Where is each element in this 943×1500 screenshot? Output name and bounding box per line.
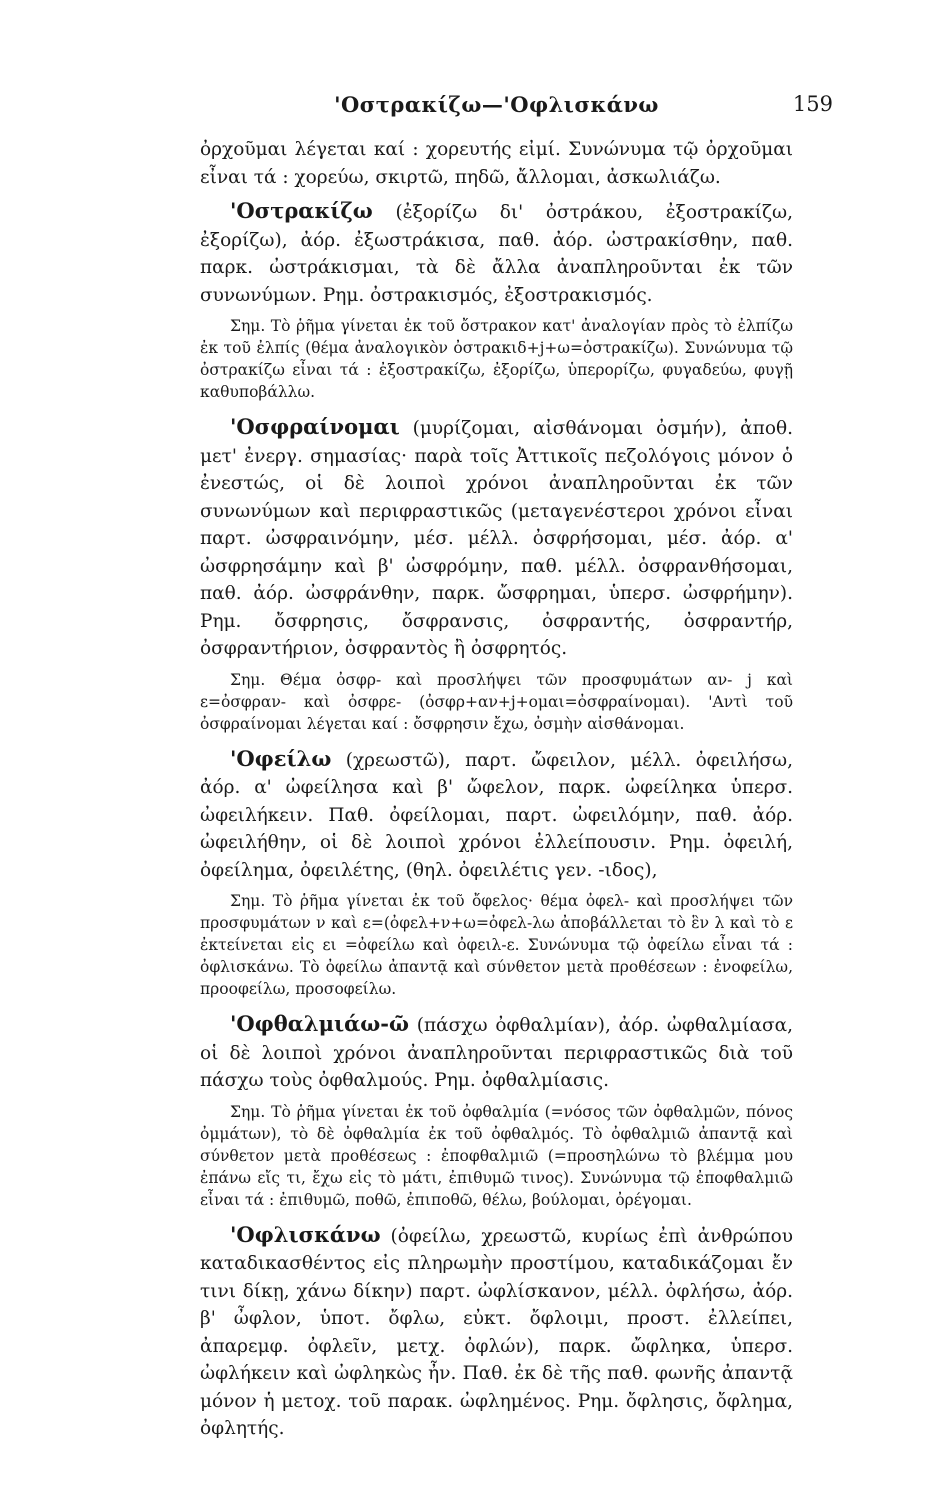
headword: 'Οφθαλμιάω-ῶ [230,1011,410,1036]
page-number: 159 [792,92,833,116]
entry-note: Σημ. Τὸ ῥῆμα γίνεται ἐκ τοῦ ὄστρακον κατ' ἀναλογίαν πρὸς τὸ ἐλπίζω ἐκ τοῦ ἐλπίς (θέμα ἀναλογικὸν ὀστρακιδ+j+ω=ὀστρακίζω). Συνώνυμα τῷ ὀστρακίζω εἶναι τά : ἐξοστρακίζω, ἐξορίζω, ὑπερορίζω, φυγαδεύω, φυγῇ καθυποβάλλω. [200,317,793,401]
entry-body [200,1221,793,1443]
page-header [200,92,833,136]
entry-body [200,413,793,663]
entry-body [200,745,793,885]
headword: 'Οσφραίνομαι [230,414,400,439]
running-head: 'Οστρακίζω—'Οφλισκάνω [334,92,659,117]
intro-paragraph: ὀρχοῦμαι λέγεται καί : χορευτής εἰμί. Συνώνυμα τῷ ὀρχοῦμαι εἶναι τά : χορεύω, σκιρτῶ, πηδῶ, ἄλλομαι, ἀσκωλιάζω. [200,139,793,188]
entry-text: (ἐξορίζω δι' ὀστράκου, ἐξοστρακίζω, ἐξορίζω), ἀόρ. ἐξωστράκισα, παθ. ἀόρ. ὠστρακίσθην, παθ. παρκ. ὠστράκισμαι, τὰ δὲ ἄλλα ἀναπληροῦνται ἐκ τῶν συνωνύμων. Ρημ. ὀστρακισμός, ἐξοστρακισμός. [200,202,794,306]
entry-ophliskano [200,1221,793,1443]
entry-ophthalmiao [200,1010,793,1211]
entry-body [200,1010,793,1095]
entry-note: Σημ. Τὸ ῥῆμα γίνεται ἐκ τοῦ ὀφθαλμία (=νόσος τῶν ὀφθαλμῶν, πόνος ὀμμάτων), τὸ δὲ ὀφθαλμία ἐκ τοῦ ὀφθαλμός. Τὸ ὀφθαλμιῶ ἀπαντᾷ καὶ σύνθετον μετὰ προθέσεως : ἐποφθαλμιῶ (=προσηλώνω τὸ βλέμμα μου ἐπάνω εἴς τι, ἔχω εἰς τὸ μάτι, ἐπιθυμῶ τινος). Συνώνυμα τῷ ἐποφθαλμιῶ εἶναι τά : ἐπιθυμῶ, ποθῶ, ἐπιποθῶ, θέλω, βούλομαι, ὀρέγομαι. [200,1102,793,1209]
headword: 'Οφλισκάνω [230,1221,381,1247]
entry-body [200,197,793,309]
headword: 'Οφείλω [230,745,332,771]
entry-text: (μυρίζομαι, αἰσθάνομαι ὀσμήν), ἀποθ. μετ' ἐνεργ. σημασίας· παρὰ τοῖς Ἀττικοῖς πεζολόγοις μόνον ὁ ἐνεστώς, οἱ δὲ λοιποὶ χρόνοι ἀναπληροῦνται ἐκ τῶν συνωνύμων καὶ περιφραστικῶς (μεταγενέστεροι χρόνοι εἶναι παρτ. ὠσφραινόμην, μέσ. μέλλ. ὀσφρήσομαι, μέσ. ἀόρ. α' ὠσφρησάμην καὶ β' ὠσφρόμην, παθ. μέλλ. ὀσφρανθήσομαι, παθ. ἀόρ. ὠσφράνθην, παρκ. ὤσφρημαι, ὑπερσ. ὠσφρήμην). Ρημ. ὄσφρησις, ὄσφρανσις, ὀσφραντής, ὀσφραντήρ, ὀσφραντήριον, ὀσφραντὸς ἢ ὀσφρητός. [200,418,793,659]
entry-text: (χρεωστῶ), παρτ. ὤφειλον, μέλλ. ὀφειλήσω, ἀόρ. α' ὠφείλησα καὶ β' ὤφελον, παρκ. ὠφείληκα ὑπερσ. ὠφειλήκειν. Παθ. ὀφείλομαι, παρτ. ὠφειλόμην, παθ. ἀόρ. ὠφειλήθην, οἱ δὲ λοιποὶ χρόνοι ἐλλείπουσιν. Ρημ. ὀφειλή, ὀφείλημα, ὀφειλέτης, (θηλ. ὀφειλέτις γεν. -ιδος), [200,749,793,881]
entry-text: (πάσχω ὀφθαλμίαν), ἀόρ. ὠφθαλμίασα, οἱ δὲ λοιποὶ χρόνοι ἀναπληροῦνται περιφραστικῶς διὰ τοῦ πάσχω τοὺς ὀφθαλμούς. Ρημ. ὀφθαλμίασις. [200,1015,793,1091]
entry-ostrakizo [200,197,793,403]
entry-opheilo [200,745,793,1001]
entry-note: Σημ. Θέμα ὀσφρ- καὶ προσλήψει τῶν προσφυμάτων αν- j καὶ ε=ὀσφραν- καὶ ὀσφρε- (ὀσφρ+αν+j+ομαι=ὀσφραίνομαι). 'Αντὶ τοῦ ὀσφραίνομαι λέγεται καί : ὄσφρησιν ἔχω, ὀσμὴν αἰσθάνομαι. [200,670,793,733]
entry-note: Σημ. Τὸ ῥῆμα γίνεται ἐκ τοῦ ὄφελος· θέμα ὀφελ- καὶ προσλήψει τῶν προσφυμάτων ν καὶ ε=(ὀφελ+ν+ω=ὀφελ-λω ἀποβάλλεται τὸ ἓν λ καὶ τὸ ε ἐκτείνεται εἰς ει =ὀφείλω καὶ ὀφειλ-ε. Συνώνυμα τῷ ὀφείλω εἶναι τά : ὀφλισκάνω. Τὸ ὀφείλω ἀπαντᾷ καὶ σύνθετον μετὰ προθέσεων : ἐνοφείλω, προοφείλω, προσοφείλω. [200,892,793,998]
headword: 'Οστρακίζω [230,198,373,223]
entry-text: (ὀφείλω, χρεωστῶ, κυρίως ἐπὶ ἀνθρώπου καταδικασθέντος εἰς πληρωμὴν προστίμου, καταδικάζομαι ἔν τινι δίκῃ, χάνω δίκην) παρτ. ὠφλίσκανον, μέλλ. ὀφλήσω, ἀόρ. β' ὦφλον, ὑποτ. ὄφλω, εὐκτ. ὄφλοιμι, προστ. ἐλλείπει, ἀπαρεμφ. ὀφλεῖν, μετχ. ὀφλών), παρκ. ὤφληκα, ὑπερσ. ὠφλήκειν καὶ ὠφληκὼς ἦν. Παθ. ἐκ δὲ τῆς παθ. φωνῆς ἀπαντᾷ μόνον ἡ μετοχ. τοῦ παρακ. ὠφλημένος. Ρημ. ὄφλησις, ὄφλημα, ὀφλητής. [200,1225,793,1439]
entry-osphrainomai [200,413,793,735]
